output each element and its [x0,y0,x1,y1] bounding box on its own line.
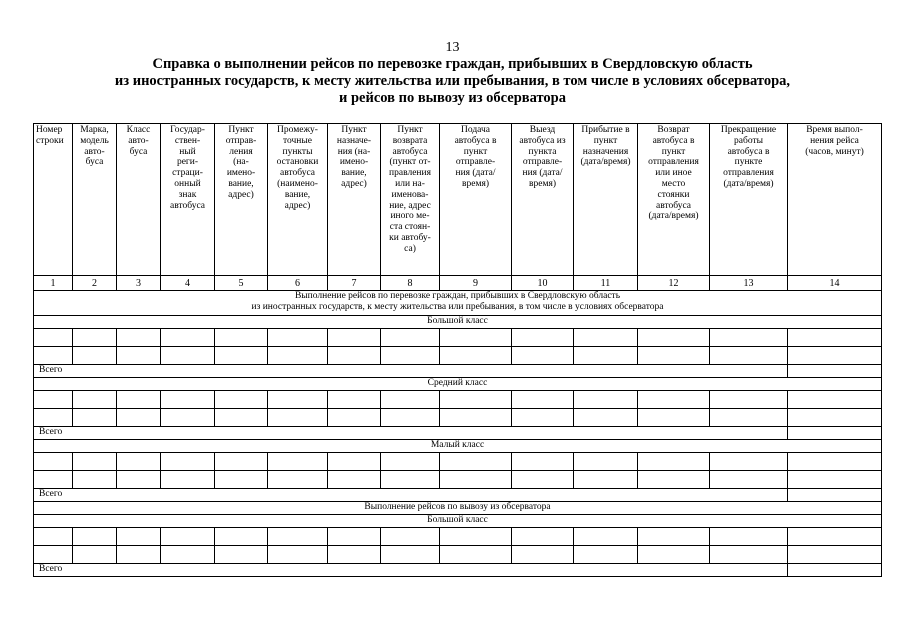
column-header-line: пункте [734,157,763,168]
table-cell[interactable] [73,409,117,427]
column-header-line: автобуса [169,200,205,211]
section-title-line: из иностранных государств, к месту жительства или пребывания, в том числе в условиях обсерватора [251,301,664,312]
table-cell[interactable] [381,528,440,546]
table-cell[interactable] [328,409,381,427]
table-cell[interactable] [215,409,268,427]
column-number: 7 [328,276,381,291]
column-header-line: Пункт [397,125,423,135]
column-header-line: авто- [128,135,149,146]
column-header-line: автобуса [655,200,691,211]
table-cell[interactable] [117,546,161,564]
column-header-line: реги- [176,157,199,168]
class-heading-cell [34,378,882,391]
table-cell[interactable] [440,347,512,365]
table-cell[interactable] [34,453,73,471]
table-cell[interactable] [215,329,268,347]
column-header-line: Подача [460,125,490,135]
column-header-line: имено- [226,168,256,179]
table-cell[interactable] [328,546,381,564]
table-cell[interactable] [117,453,161,471]
table-cell[interactable] [34,409,73,427]
column-header [161,124,215,276]
column-header-line: пункт [593,135,618,146]
table-cell[interactable] [381,471,440,489]
total-value-cell[interactable] [788,365,882,378]
column-header-line: Государ- [170,125,205,135]
table-row [34,471,882,489]
table-row [34,391,882,409]
table-cell[interactable] [512,528,574,546]
column-header-line: ние, адрес [389,200,431,211]
column-header [117,124,161,276]
table-cell[interactable] [381,329,440,347]
table-cell[interactable] [268,546,328,564]
table-cell[interactable] [788,409,882,427]
column-header-line: пункта [528,146,557,157]
total-label: Всего [34,427,788,440]
table-cell[interactable] [268,471,328,489]
column-header-line: автобуса в [454,135,497,146]
table-cell[interactable] [512,471,574,489]
column-header-line: ствен- [174,135,201,146]
table-cell[interactable] [512,347,574,365]
column-header-line: буса [129,146,148,157]
column-number: 12 [638,276,710,291]
table-cell[interactable] [215,453,268,471]
column-header-line: автобуса из [519,135,566,146]
table-cell[interactable] [117,471,161,489]
table-row [34,546,882,564]
table-cell[interactable] [574,329,638,347]
table-cell[interactable] [161,471,215,489]
column-header-line: знак [178,189,197,200]
table-cell[interactable] [638,329,710,347]
table-cell[interactable] [638,391,710,409]
table-cell[interactable] [161,546,215,564]
total-row [34,365,882,378]
table-cell[interactable] [638,546,710,564]
column-header-line: Возврат [657,125,690,135]
table-cell[interactable] [638,409,710,427]
table-cell[interactable] [161,528,215,546]
column-header-line: отправления [723,168,774,179]
column-number: 8 [381,276,440,291]
column-header [215,124,268,276]
table-cell[interactable] [117,528,161,546]
table-cell[interactable] [268,453,328,471]
column-header-line: отправ- [225,135,257,146]
column-header [788,124,882,276]
class-heading [34,515,882,528]
title-line: Справка о выполнении рейсов по перевозке граждан, прибывших в Свердловскую область [152,56,753,72]
column-header-line: (пункт от- [389,157,431,168]
column-number: 9 [440,276,512,291]
column-number: 13 [710,276,788,291]
table-cell[interactable] [788,546,882,564]
section-title-line: Малый класс [430,440,485,450]
column-header-line: вание, [284,189,311,200]
column-header-line: (дата/время) [580,157,631,168]
table-cell[interactable] [788,528,882,546]
column-header-line: ния (на- [337,146,371,157]
column-header-line: ный [179,146,196,157]
column-header-line: (наимено- [277,178,318,189]
total-row [34,427,882,440]
total-row [34,489,882,502]
table-row [34,528,882,546]
table-cell[interactable] [34,391,73,409]
column-header-line: ления [229,146,253,157]
column-header-line: автобуса в [727,146,770,157]
table-cell[interactable] [574,391,638,409]
column-header-line: пункт [463,146,488,157]
column-header-line: Номер [36,125,63,135]
title-line: из иностранных государств, к месту жительства или пребывания, в том числе в условиях обсерватора, [114,73,791,89]
column-number: 11 [574,276,638,291]
table-cell[interactable] [574,453,638,471]
column-header-line: ния (дата/ [455,168,496,179]
table-cell[interactable] [788,453,882,471]
table-cell[interactable] [788,347,882,365]
column-header-line: са) [404,243,416,254]
table-cell[interactable] [268,347,328,365]
column-number: 3 [117,276,161,291]
table-cell[interactable] [161,453,215,471]
class-heading [34,378,882,391]
table-cell[interactable] [440,453,512,471]
column-header [328,124,381,276]
column-header-line: время) [529,178,556,189]
section-heading [34,502,882,515]
table-cell[interactable] [512,391,574,409]
column-header-line: адрес) [341,178,367,189]
total-value-cell[interactable] [788,564,882,577]
table-cell[interactable] [73,391,117,409]
table-cell[interactable] [117,329,161,347]
section-heading [34,291,882,316]
title-line: и рейсов по вывозу из обсерватора [339,90,566,106]
table-cell[interactable] [328,528,381,546]
table-cell[interactable] [440,528,512,546]
table-cell[interactable] [268,391,328,409]
table-cell[interactable] [328,329,381,347]
table-cell[interactable] [574,347,638,365]
table-cell[interactable] [215,391,268,409]
column-header-line: онный [174,178,201,189]
column-header-line: Класс [126,125,151,135]
column-header [512,124,574,276]
table-cell[interactable] [512,546,574,564]
column-header-line: адрес) [284,200,311,211]
column-header-line: возврата [392,135,428,146]
table-cell[interactable] [215,528,268,546]
section-title-line: Выполнение рейсов по вывозу из обсерватора [364,502,551,512]
table-cell[interactable] [161,347,215,365]
table-cell[interactable] [638,347,710,365]
class-heading [34,440,882,453]
column-header-line: место [661,178,686,189]
total-row [34,564,882,577]
table-cell[interactable] [381,391,440,409]
column-header-line: точные [283,135,312,146]
column-header-line: время) [462,178,489,189]
column-header-line: работы [734,135,763,146]
table-cell[interactable] [512,409,574,427]
column-number: 6 [268,276,328,291]
column-header-line: авто- [84,146,105,157]
column-header-line: пункты [282,146,313,157]
table-cell[interactable] [117,347,161,365]
column-header-line: ста стоян- [389,222,431,233]
table-cell[interactable] [710,528,788,546]
column-header-line: отправления [648,157,699,168]
table-cell[interactable] [710,471,788,489]
column-header-line: (часов, минут) [805,146,864,157]
table-cell[interactable] [73,329,117,347]
column-header-line: Прибытие в [581,125,630,135]
table-cell[interactable] [73,453,117,471]
table-cell[interactable] [117,409,161,427]
column-header-line: назначе- [336,135,372,146]
table-cell[interactable] [117,391,161,409]
class-heading-cell [34,316,882,329]
total-value-cell[interactable] [788,489,882,502]
total-value-cell[interactable] [788,427,882,440]
table-cell[interactable] [215,471,268,489]
table-cell[interactable] [788,329,882,347]
column-header-line: буса [85,157,104,168]
column-header-line: Время выпол- [806,125,863,135]
table-cell[interactable] [440,329,512,347]
table-cell[interactable] [381,409,440,427]
table-cell[interactable] [788,471,882,489]
column-header-line: или иное [655,168,692,179]
column-header-line: ния (дата/ [522,168,563,179]
table-cell[interactable] [710,546,788,564]
column-header-line: вание, [228,178,254,189]
column-header [381,124,440,276]
table-cell[interactable] [73,528,117,546]
table-cell[interactable] [328,471,381,489]
table-cell[interactable] [381,546,440,564]
column-header-line: именова- [391,189,429,200]
table-cell[interactable] [268,329,328,347]
column-header-line: Пункт [228,125,254,135]
section-heading-cell [34,502,882,515]
column-number-row [34,276,882,291]
table-cell[interactable] [268,409,328,427]
column-header-line: адрес) [228,189,254,200]
table-cell[interactable] [440,409,512,427]
column-header-line: остановки [276,157,319,168]
section-title-line: Большой класс [427,316,488,326]
column-header-line: автобуса [392,146,428,157]
report-table [33,123,882,577]
section-title-line: Выполнение рейсов по перевозке граждан, прибывших в Свердловскую область [294,291,621,301]
table-cell[interactable] [710,409,788,427]
column-number: 10 [512,276,574,291]
column-header-line: строки [36,135,64,146]
table-cell[interactable] [161,409,215,427]
total-label: Всего [34,489,788,502]
class-heading-cell [34,515,882,528]
table-cell[interactable] [34,471,73,489]
table-cell[interactable] [328,391,381,409]
column-header-line: автобуса [279,168,315,179]
document-title [0,56,905,107]
column-header-line: Прекращение [720,125,777,135]
total-label: Всего [34,365,788,378]
column-header-line: страци- [172,168,203,179]
table-row [34,453,882,471]
table-cell[interactable] [710,329,788,347]
column-header-line: Выезд [529,125,556,135]
table-cell[interactable] [638,528,710,546]
column-header [574,124,638,276]
column-header-line: иного ме- [390,211,430,222]
column-header-line: нения рейса [810,135,859,146]
column-header [73,124,117,276]
column-header-line: отправле- [455,157,496,168]
column-number: 4 [161,276,215,291]
table-cell[interactable] [440,471,512,489]
table-cell[interactable] [161,329,215,347]
table-cell[interactable] [34,347,73,365]
column-number: 5 [215,276,268,291]
class-heading [34,316,882,329]
column-header-line: правления [389,168,431,179]
column-header-line: модель [80,135,109,146]
table-cell[interactable] [215,546,268,564]
column-header-line: Марка, [80,125,109,135]
table-cell[interactable] [574,409,638,427]
total-label: Всего [34,564,788,577]
column-header [638,124,710,276]
table-cell[interactable] [381,347,440,365]
table-cell[interactable] [710,391,788,409]
table-cell[interactable] [215,347,268,365]
column-header [440,124,512,276]
column-header-line: стоянки [657,189,690,200]
table-header-row [34,124,882,276]
table-cell[interactable] [440,391,512,409]
column-header-line: назначения [582,146,629,157]
table-row [34,329,882,347]
column-header-line: имено- [339,157,369,168]
table-cell[interactable] [34,546,73,564]
column-header-line: вание, [341,168,367,179]
table-cell[interactable] [638,471,710,489]
column-header-line: (дата/время) [648,211,699,222]
column-header [34,124,73,276]
table-cell[interactable] [512,453,574,471]
column-header-line: (на- [233,157,249,168]
column-header [268,124,328,276]
table-cell[interactable] [710,453,788,471]
column-header-line: отправле- [522,157,563,168]
table-cell[interactable] [73,471,117,489]
table-cell[interactable] [574,546,638,564]
column-number: 2 [73,276,117,291]
column-header-line: пункт [661,146,686,157]
table-cell[interactable] [328,347,381,365]
table-cell[interactable] [574,471,638,489]
table-row [34,409,882,427]
section-heading-cell [34,291,882,316]
column-header-line: Промежу- [277,125,318,135]
table-cell[interactable] [34,528,73,546]
table-cell[interactable] [161,391,215,409]
class-heading-cell [34,440,882,453]
column-number: 1 [34,276,73,291]
column-header-line: ки автобу- [389,232,431,243]
table-cell[interactable] [73,347,117,365]
table-cell[interactable] [34,329,73,347]
table-cell[interactable] [574,528,638,546]
table-cell[interactable] [268,528,328,546]
section-title-line: Большой класс [427,515,488,525]
table-row [34,347,882,365]
column-header-line: Пункт [341,125,367,135]
column-header-line: или на- [395,178,425,189]
section-title-line: Средний класс [427,378,488,388]
table-cell[interactable] [788,391,882,409]
column-header [710,124,788,276]
table-cell[interactable] [381,453,440,471]
column-header-line: автобуса в [652,135,695,146]
table-cell[interactable] [328,453,381,471]
column-number: 14 [788,276,882,291]
table-cell[interactable] [512,329,574,347]
page-number: 13 [445,40,460,55]
table-cell[interactable] [440,546,512,564]
table-cell[interactable] [73,546,117,564]
column-header-line: (дата/время) [723,178,774,189]
table-cell[interactable] [638,453,710,471]
table-cell[interactable] [710,347,788,365]
